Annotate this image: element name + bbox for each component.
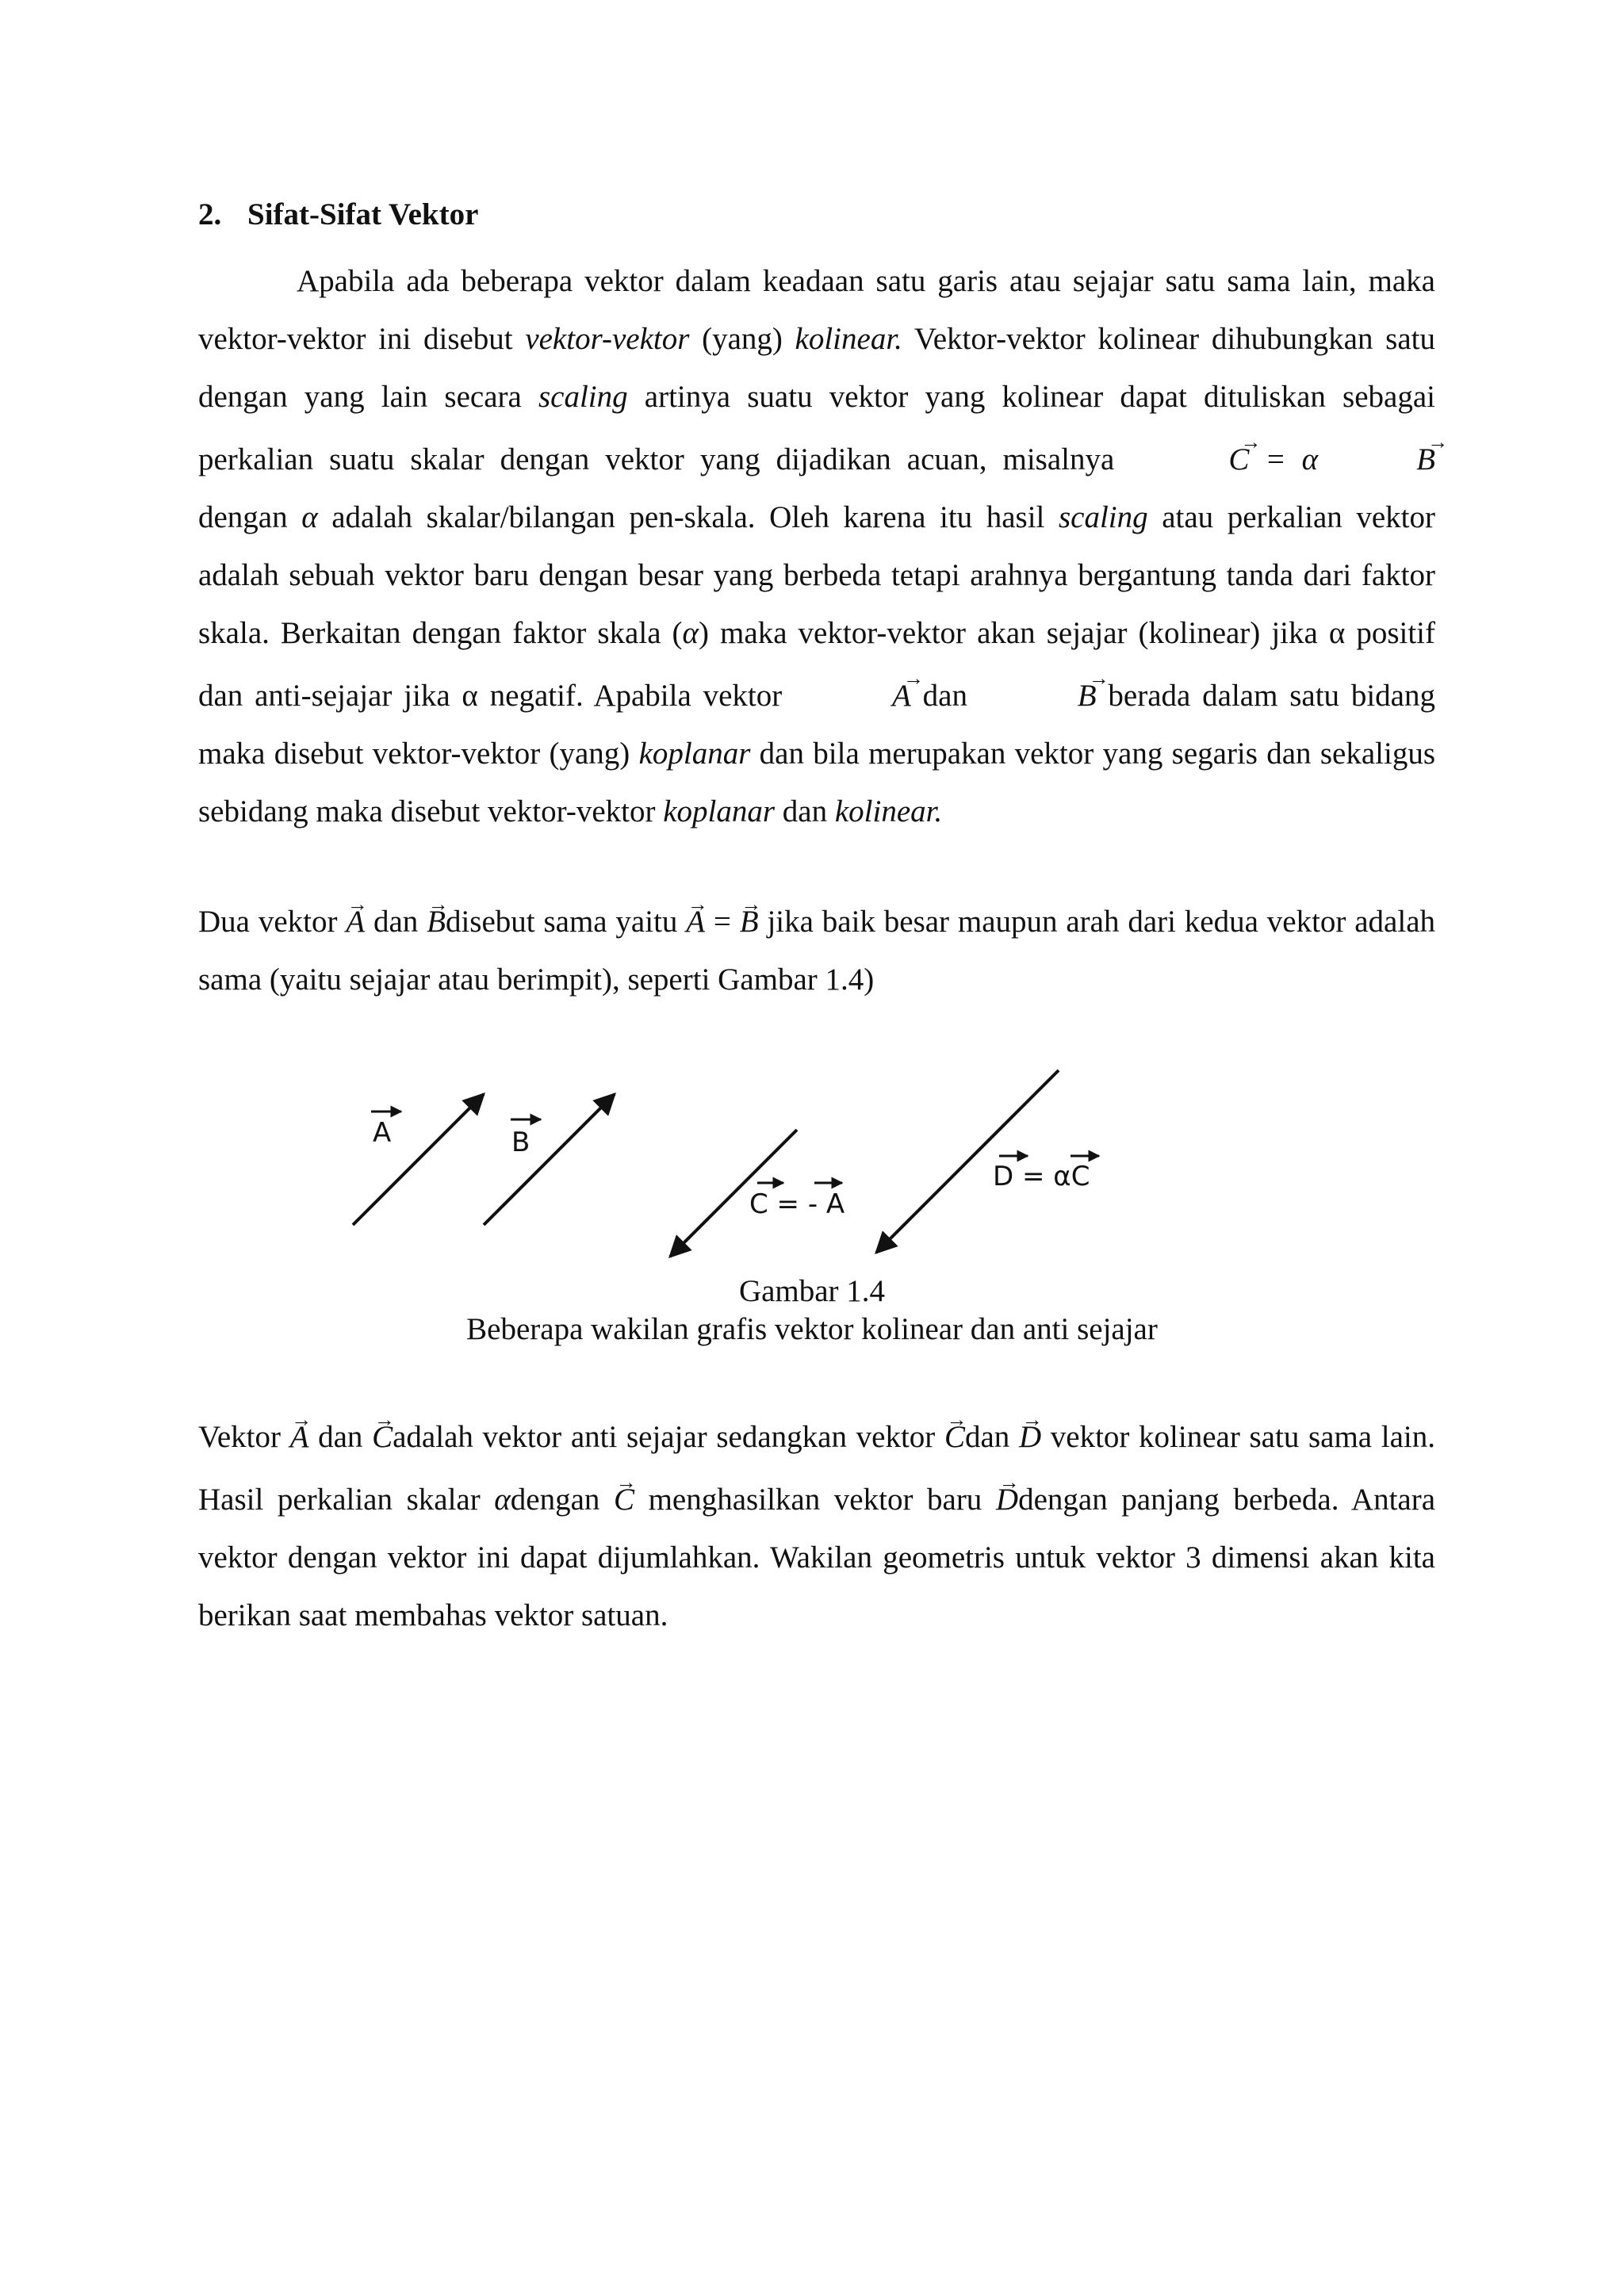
text-run: adalah vektor anti sejajar sedangkan vektor — [393, 1420, 944, 1454]
text-run: vektor kolinear satu sama lain. Hasil perkalian skalar — [198, 1420, 1435, 1517]
text-run: dan — [365, 905, 427, 939]
label-a: A — [373, 1117, 392, 1149]
vector-c-symbol: → C — [614, 1466, 634, 1529]
figure-caption: Beberapa wakilan grafis vektor kolinear dan anti sejajar — [466, 1312, 1158, 1346]
vector-a-symbol: → A — [290, 1403, 309, 1466]
vector-b-symbol: → B — [1318, 426, 1435, 488]
text-run: (yang) — [689, 322, 795, 356]
equation-alpha: = α — [1249, 442, 1319, 476]
text-run: menghasilkan vektor baru — [634, 1483, 996, 1517]
vector-d-symbol: → D — [996, 1466, 1018, 1529]
text-run: dan — [308, 1420, 373, 1454]
paragraph-collinear — [198, 252, 1435, 840]
vector-c-symbol: → C — [1130, 426, 1249, 488]
vector-diagram — [333, 1062, 1126, 1269]
text-run: = — [705, 905, 740, 939]
italic-term: koplanar — [663, 794, 776, 828]
italic-term: kolinear. — [795, 322, 902, 356]
section-number: 2. — [198, 197, 222, 232]
italic-term: kolinear. — [834, 794, 943, 828]
text-run: berada dalam satu bidang maka disebut vektor-vektor (yang) — [198, 679, 1435, 771]
vector-c-symbol: → C — [372, 1403, 393, 1466]
paragraph-equal-vectors — [198, 888, 1435, 1008]
text-run: adalah skalar/bilangan pen-skala. Oleh karena itu hasil — [317, 500, 1059, 534]
text-run: dan — [964, 1420, 1019, 1454]
figure-number: Gambar 1.4 — [738, 1274, 886, 1308]
vector-d-symbol: → D — [1019, 1403, 1041, 1466]
text-run: artinya suatu vektor yang kolinear dapat dituliskan sebagai perkalian suatu skalar dengan vektor yang dijadikan acuan, misalnya — [198, 380, 1435, 476]
text-run: dengan panjang berbeda. Antara vektor dengan vektor ini dapat dijumlahkan. Wakilan geometris untuk vektor 3 dimensi akan kita berikan saat membahas vektor satuan. — [198, 1483, 1436, 1632]
italic-term: scaling — [538, 380, 628, 414]
text-run: ) maka vektor-vektor akan sejajar (kolinear) jika α positif dan anti-sejajar jika α negatif. Apabila vektor — [198, 616, 1435, 713]
vector-a-symbol: → A — [346, 888, 365, 951]
text-run: Vektor — [198, 1420, 290, 1454]
label-c: C = - A — [749, 1188, 845, 1220]
alpha-symbol: α — [494, 1483, 511, 1517]
text-run: Vektor-vektor kolinear dihubungkan satu dengan yang lain secara — [198, 322, 1435, 414]
text-run: disebut sama yaitu — [445, 905, 687, 939]
text-run: dan — [910, 679, 979, 713]
section-heading — [198, 197, 478, 232]
text-run: atau perkalian vektor adalah sebuah vektor baru dengan besar yang berbeda tetapi arahnya bergantung tanda dari faktor skala. Berkaitan dengan faktor skala ( — [198, 500, 1435, 650]
vector-b-symbol: → B — [427, 888, 446, 951]
alpha-symbol: α — [301, 500, 318, 534]
paragraph-anti-parallel — [198, 1403, 1435, 1644]
text-run: dengan — [510, 1483, 614, 1517]
vector-a-arrow — [353, 1094, 484, 1225]
label-d: D = αC — [993, 1161, 1090, 1192]
text-run: Dua vektor — [198, 905, 347, 939]
vector-b-symbol: → B — [979, 662, 1097, 725]
italic-term: koplanar — [638, 737, 751, 771]
italic-term: scaling — [1058, 500, 1148, 534]
text-run: dan bila merupakan vektor yang segaris dan sekaligus sebidang maka disebut vektor-vektor — [198, 737, 1435, 828]
vector-a-symbol: → A — [686, 888, 705, 951]
alpha-symbol: α — [682, 616, 699, 650]
vector-c-symbol: → C — [944, 1403, 965, 1466]
section-title: Sifat-Sifat Vektor — [247, 197, 479, 232]
label-b: B — [511, 1127, 530, 1158]
vector-b-arrow — [484, 1094, 615, 1225]
text-run: dengan — [198, 500, 302, 534]
vector-b-symbol: → B — [740, 888, 759, 951]
text-run: Apabila ada beberapa vektor dalam keadaan satu garis atau sejajar satu sama lain, maka vektor-vektor ini disebut — [198, 264, 1435, 356]
text-run: jika baik besar maupun arah dari kedua vektor adalah sama (yaitu sejajar atau berimpit), seperti Gambar 1.4) — [198, 905, 1436, 997]
text-run: dan — [775, 794, 835, 828]
vector-a-symbol: → A — [794, 662, 911, 725]
italic-term: vektor-vektor — [525, 322, 690, 356]
